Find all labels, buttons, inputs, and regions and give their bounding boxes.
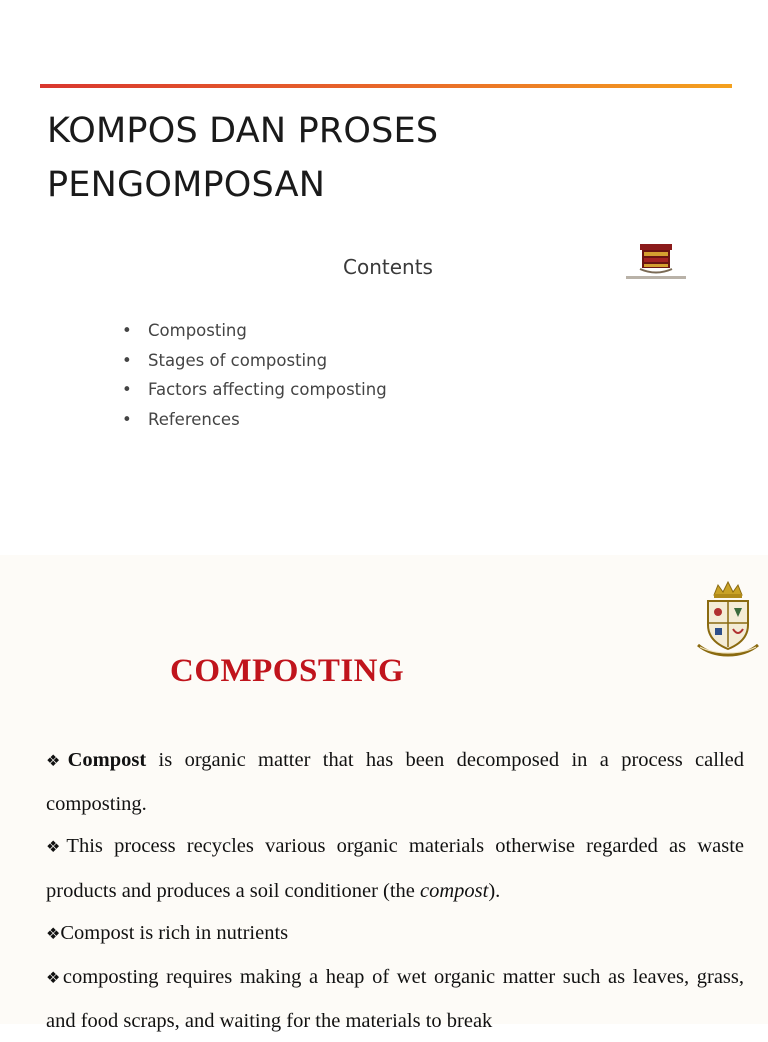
contents-item-label: Factors affecting composting: [148, 380, 387, 399]
contents-heading: Contents: [343, 255, 433, 279]
paragraph-text: This process recycles various organic materials otherwise regarded as waste products and produces a soil conditioner (the: [46, 835, 744, 902]
paragraph: [46, 956, 744, 1042]
bullet: •: [122, 409, 132, 429]
diamond-bullet-icon: ❖: [46, 753, 68, 770]
title-line-1: KOMPOS DAN PROSES: [47, 111, 439, 151]
slide-composting: [0, 555, 768, 1033]
diamond-bullet-icon: ❖: [46, 925, 61, 943]
contents-item: [122, 316, 387, 346]
diamond-bullet-icon: ❖: [46, 839, 67, 857]
title-line-2: PENGOMPOSAN: [47, 165, 326, 205]
paragraph: [46, 912, 744, 956]
title-accent-line: [40, 84, 732, 88]
paragraph: [46, 825, 744, 911]
contents-item: [122, 405, 387, 435]
paragraph-text: is organic matter that has been decomposed in a process called composting.: [46, 749, 744, 816]
college-crest-icon: [696, 577, 760, 657]
paragraph: [46, 739, 744, 825]
paragraph-text: Compost is rich in nutrients: [60, 921, 289, 944]
slide-title: [47, 104, 707, 212]
contents-item-label: References: [148, 409, 240, 429]
paragraph-text: composting requires making a heap of wet organic matter such as leaves, grass, and food scraps, and waiting for the materials to break: [46, 966, 744, 1033]
compost-italic: compost: [420, 879, 489, 902]
contents-item: [122, 346, 387, 376]
contents-list: [122, 316, 387, 434]
composting-heading: COMPOSTING: [170, 653, 405, 689]
paragraph-text-end: ).: [488, 879, 501, 902]
composting-body: [46, 739, 744, 1042]
contents-item-label: Stages of composting: [148, 350, 328, 370]
bullet: •: [122, 350, 132, 370]
contents-item-label: Composting: [148, 321, 247, 340]
bullet: •: [122, 321, 132, 340]
compost-term: Compost: [67, 749, 147, 771]
contents-item: [122, 375, 387, 405]
bullet: •: [122, 380, 132, 399]
diamond-bullet-icon: ❖: [46, 970, 63, 988]
college-logo-icon: [622, 238, 690, 284]
